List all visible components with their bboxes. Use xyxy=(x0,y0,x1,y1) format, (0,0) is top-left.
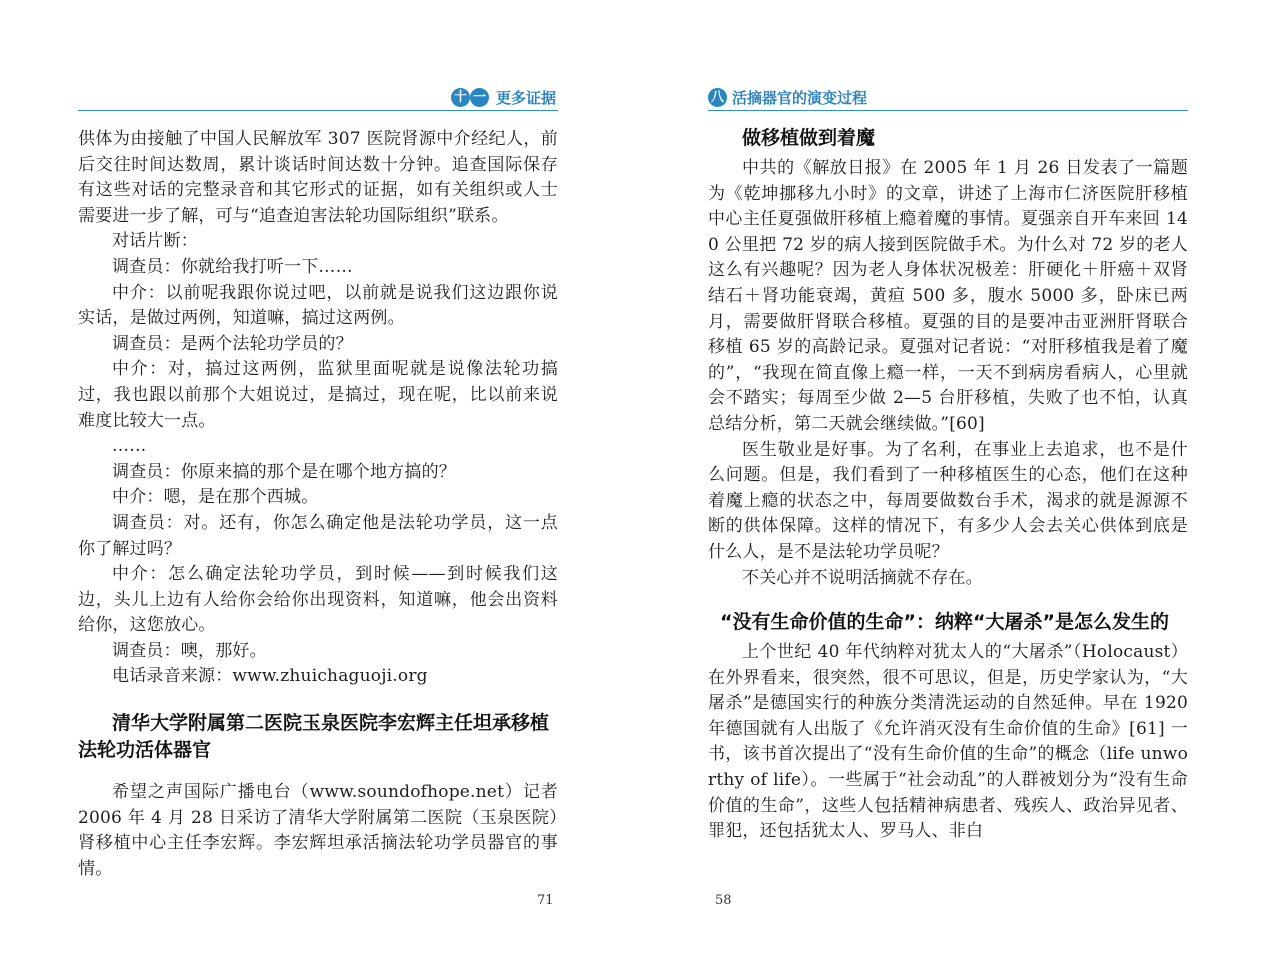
page-number: 71 xyxy=(537,893,554,908)
paragraph: 调查员：你就给我打听一下…… xyxy=(112,256,353,277)
paragraph: 希望之声国际广播电台（www.soundofhope.net）记者 2006 年 4 月 28 日采访了清华大学附属第二医院（玉泉医院）肾移植中心主任李宏辉。李宏辉坦承活摘法轮功学员器官的事情。 xyxy=(78,782,558,879)
paragraph: 对话片断： xyxy=(112,231,198,252)
paragraph: 调查员：对。还有，你怎么确定他是法轮功学员，这一点你了解过吗？ xyxy=(78,512,558,559)
paragraph: 电话录音来源：www.zhuichaguoji.org xyxy=(112,666,428,687)
paragraph: 调查员：噢，那好。 xyxy=(112,640,267,661)
left-body-text xyxy=(78,127,558,882)
paragraph: 中介：怎么确定法轮功学员，到时候——到时候我们这边，头儿上边有人给你会给你出现资料，知道嘛，他会出资料给你，这您放心。 xyxy=(78,564,558,636)
right-running-header xyxy=(708,86,1188,111)
paragraph: 中共的《解放日报》在 2005 年 1 月 26 日发表了一篇题为《乾坤挪移九小时》的文章，讲述了上海市仁济医院肝移植中心主任夏强做肝移植上瘾着魔的事情。夏强亲自开车来回 140 公里把 72 岁的病人接到医院做手术。为什么对 72 岁的老人这么有兴趣呢？因为老人身体状况极差：肝硬化＋肝癌＋双肾结石＋肾功能衰竭，黄疸 500 多，腹水 5000 多，卧床已两月，需要做肝肾联合移植。夏强的目的是要冲击亚洲肝肾联合移植 65 岁的高龄记录。夏强对记者说：“对肝移植我是着了魔的”，“我现在简直像上瘾一样，一天不到病房看病人，心里就会不踏实；每周至少做 2—5 台肝移植，失败了也不怕，认真总结分析，第二天就会继续做。”[60] xyxy=(708,158,1188,434)
section-heading: “没有生命价值的生命”：纳粹“大屠杀”是怎么发生的 xyxy=(720,611,1169,634)
paragraph: 中介：对，搞过这两例，监狱里面呢就是说像法轮功搞过，我也跟以前那个大姐说过，是搞过，现在呢，比以前来说难度比较大一点。 xyxy=(78,359,558,431)
right-header-title: 活摘器官的演变过程 xyxy=(732,89,868,107)
left-header-title: 更多证据 xyxy=(495,89,556,107)
chapter-badge: 八 xyxy=(708,88,727,107)
section-heading: 清华大学附属第二医院玉泉医院李宏辉主任坦承移植法轮功活体器官 xyxy=(78,712,550,762)
paragraph: 上个世纪 40 年代纳粹对犹太人的“大屠杀”（Holocaust）在外界看来，很突然，很不可思议，但是，历史学家认为，“大屠杀”是德国实行的种族分类清洗运动的自然延伸。早在 1920 年德国就有人出版了《允许消灭没有生命价值的生命》[61] 一书，该书首次提出了“没有生命价值的生命”的概念（life unworthy of life）。一些属于“社会动乱”的人群被划分为“没有生命价值的生命”，这些人包括精神病患者、残疾人、政治异见者、罪犯，还包括犹太人、罗马人、非白 xyxy=(708,642,1188,842)
paragraph: …… xyxy=(112,436,147,457)
chapter-badge-2: 一 xyxy=(470,88,489,107)
paragraph: 中介：以前呢我跟你说过吧，以前就是说我们这边跟你说实话，是做过两例，知道嘛，搞过这两例。 xyxy=(78,282,558,329)
left-page xyxy=(78,0,558,978)
paragraph: 医生敬业是好事。为了名利，在事业上去追求，也不是什么问题。但是，我们看到了一种移植医生的心态，他们在这种着魔上瘾的状态之中，每周要做数台手术，渴求的就是源源不断的供体保障。这样的情况下，有多少人会去关心供体到底是什么人，是不是法轮功学员呢？ xyxy=(708,439,1188,562)
left-running-header xyxy=(78,86,558,111)
paragraph: 不关心并不说明活摘就不存在。 xyxy=(742,567,983,588)
paragraph: 供体为由接触了中国人民解放军 307 医院肾源中介经纪人，前后交往时间达数周，累计谈话时间达数十分钟。追查国际保存有这些对话的完整录音和其它形式的证据，如有关组织或人士需要进一步了解，可与“追查迫害法轮功国际组织”联系。 xyxy=(78,129,558,226)
paragraph: 中介：嗯，是在那个西城。 xyxy=(112,487,319,508)
paragraph: 调查员：你原来搞的那个是在哪个地方搞的？ xyxy=(112,461,456,482)
section-heading: 做移植做到着魔 xyxy=(742,127,876,149)
right-page xyxy=(708,0,1188,978)
page-number: 58 xyxy=(715,893,732,908)
paragraph: 调查员：是两个法轮功学员的？ xyxy=(112,333,353,354)
chapter-badge: 十 xyxy=(451,88,470,107)
right-body-text xyxy=(708,125,1188,845)
